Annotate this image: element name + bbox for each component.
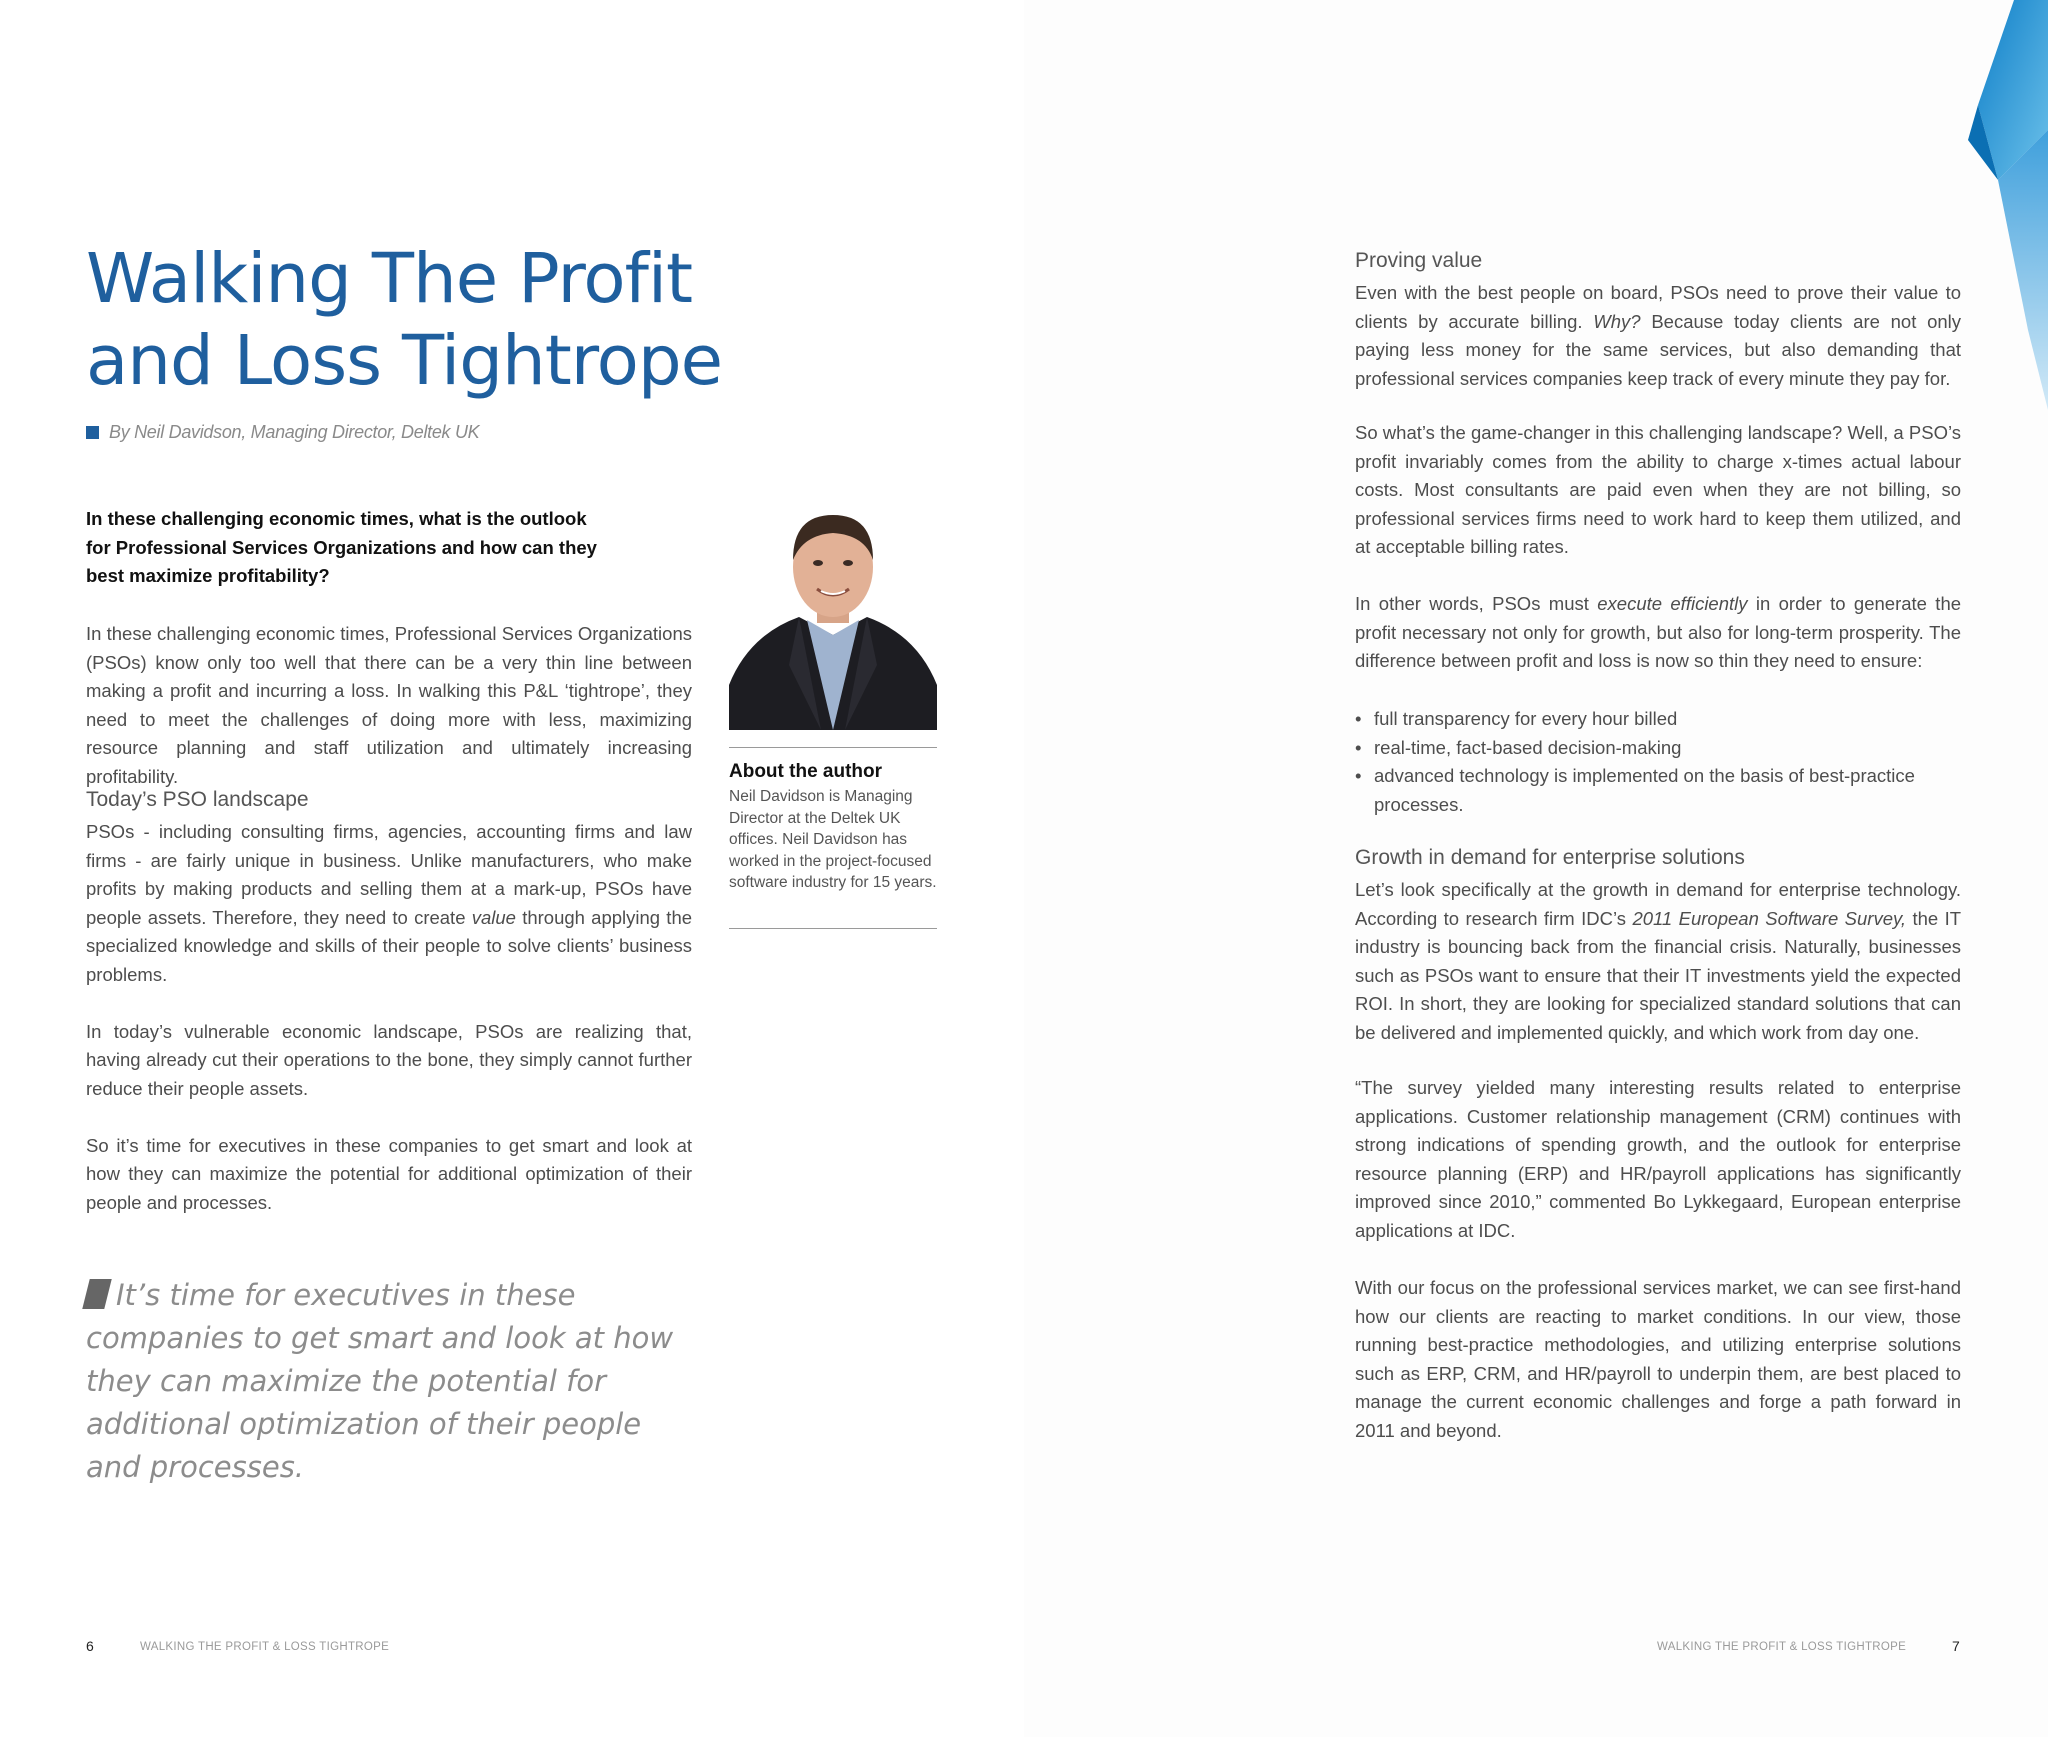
section2-para3-em: execute efficiently bbox=[1597, 593, 1748, 614]
section1-para1-em: value bbox=[471, 906, 516, 928]
running-footer-left: WALKING THE PROFIT & LOSS TIGHTROPE bbox=[140, 1641, 390, 1653]
section1-para1 bbox=[86, 818, 692, 989]
section3-para2: “The survey yielded many interesting results related to enterprise applications. Customer relationship management (CRM) continues with strong indications of spending growth, and the outlook for enterprise resource planning (ERP) and HR/payroll applications has significantly improved since 2010,” commented Bo Lykkegaard, European enterprise applications at IDC. bbox=[1355, 1077, 1961, 1241]
section-heading-growth-demand: Growth in demand for enterprise solutions bbox=[1355, 846, 1745, 869]
author-rule-bottom bbox=[729, 928, 937, 929]
section2-para2: So what’s the game-changer in this challenging landscape? Well, a PSO’s profit invariably comes from the ability to charge x-times actual labour costs. Most consultants are paid even when they are not billing, so professional services firms need to work hard to keep them utilized, and at acceptable billing rates. bbox=[1355, 422, 1961, 557]
author-bio: Neil Davidson is Managing Director at the Deltek UK offices. Neil Davidson has worked in the project-focused software industry for 15 years. bbox=[729, 788, 937, 891]
article-title bbox=[86, 238, 722, 402]
byline-square-icon bbox=[86, 426, 99, 439]
section2-para3-a: In other words, PSOs must bbox=[1355, 593, 1589, 614]
section1-para2: In today’s vulnerable economic landscape, PSOs are realizing that, having already cut their operations to the bone, they simply cannot further reduce their people assets. bbox=[86, 1020, 692, 1099]
byline-text: By Neil Davidson, Managing Director, Deltek UK bbox=[109, 422, 480, 442]
page-number-right: 7 bbox=[1952, 1638, 1960, 1654]
section-heading-pso-landscape: Today’s PSO landscape bbox=[86, 788, 309, 811]
intro-lede: In these challenging economic times, what is the outlook for Professional Services Organizations and how can they best maximize profitability? bbox=[86, 508, 597, 586]
section3-para1 bbox=[1355, 876, 1961, 1047]
section-heading-proving-value: Proving value bbox=[1355, 249, 1483, 272]
author-photo bbox=[729, 505, 937, 730]
section3-para1-b: the IT industry is bouncing back from the financial crisis. Naturally, businesses such as PSOs want to ensure that their IT investments yield the expected ROI. In short, they are looking for specialized standard solutions that can be delivered and implemented quickly, and which work from day one. bbox=[1355, 907, 1962, 1043]
section2-para1-em: Why? bbox=[1593, 310, 1641, 332]
section3-para3-block bbox=[1355, 1274, 1961, 1474]
section1-para3: So it’s time for executives in these companies to get smart and look at how they can maximize the potential for additional optimization of their people and processes. bbox=[86, 1134, 692, 1213]
section-proving-value bbox=[1355, 247, 1961, 422]
pull-quote-text: It’s time for executives in these companies to get smart and look at how they can maximize the potential for additional optimization of their people and processes. bbox=[86, 1278, 674, 1484]
title-line-2: and Loss Tightrope bbox=[86, 321, 723, 401]
list-item: • real-time, fact-based decision-making bbox=[1355, 734, 1961, 763]
section3-para1-em: 2011 European Software Survey, bbox=[1632, 907, 1907, 929]
byline bbox=[86, 422, 479, 443]
about-the-author bbox=[729, 760, 937, 894]
section1-para1-b: through applying the specialized knowledge and skills of their people to solve clients’ business problems. bbox=[86, 906, 693, 985]
list-item: • full transparency for every hour billed bbox=[1355, 705, 1961, 734]
section2-para2-block bbox=[1355, 419, 1961, 590]
quote-mark-icon bbox=[82, 1279, 111, 1309]
section3-para1-a: Let’s look specifically at the growth in demand for enterprise technology. According to research firm IDC’s bbox=[1355, 879, 1961, 929]
section2-para1-b: Because today clients are not only paying less money for the same services, but also demanding that professional services companies keep track of every minute they pay for. bbox=[1355, 310, 1962, 389]
crystal-decoration-icon bbox=[1968, 0, 2048, 410]
page-number-left: 6 bbox=[86, 1638, 94, 1654]
list-item: • advanced technology is implemented on the basis of best-practice processes. bbox=[1355, 762, 1961, 819]
section3-para3: With our focus on the professional services market, we can see first-hand how our clients are reacting to market conditions. In our view, those running best-practice methodologies, and utilizing enterprise solutions such as ERP, CRM, and HR/payroll to underpin them, are best placed to manage the current economic challenges and forge a path forward in 2011 and beyond. bbox=[1355, 1277, 1961, 1441]
running-footer-right: WALKING THE PROFIT & LOSS TIGHTROPE bbox=[1657, 1641, 1907, 1653]
author-portrait-icon bbox=[729, 505, 937, 730]
pull-quote bbox=[86, 1274, 686, 1489]
section-pso-landscape bbox=[86, 786, 692, 1246]
ensure-list bbox=[1355, 705, 1961, 819]
section2-para3-b: in order to generate the profit necessary not only for growth, but also for long-term prosperity. The difference between profit and loss is now so thin they need to ensure: bbox=[1355, 593, 1962, 671]
title-line-1: Walking The Profit bbox=[86, 239, 693, 319]
section2-para3-block bbox=[1355, 590, 1961, 704]
section2-para3 bbox=[1355, 590, 1961, 676]
section3-para2-block bbox=[1355, 1074, 1961, 1274]
author-heading: About the author bbox=[729, 761, 883, 782]
section2-para1 bbox=[1355, 279, 1961, 393]
para-1: In these challenging economic times, Professional Services Organizations (PSOs) know only too well that there can be a very thin line between making a profit and incurring a loss. In walking this P&L ‘tightrope’, they need to meet the challenges of doing more with less, maximizing resource planning and staff utilization and ultimately increasing profitability. bbox=[86, 623, 692, 787]
section-growth-demand bbox=[1355, 844, 1961, 1076]
author-rule-top bbox=[729, 747, 937, 748]
section1-para1-a: PSOs - including consulting firms, agencies, accounting firms and law firms - are fairly unique in business. Unlike manufacturers, who make profits by making products and selling them at a mark-up, PSOs have people assets. Therefore, they need to create bbox=[86, 821, 692, 928]
section2-para1-a: Even with the best people on board, PSOs need to prove their value to clients by accurate billing. bbox=[1355, 282, 1961, 332]
